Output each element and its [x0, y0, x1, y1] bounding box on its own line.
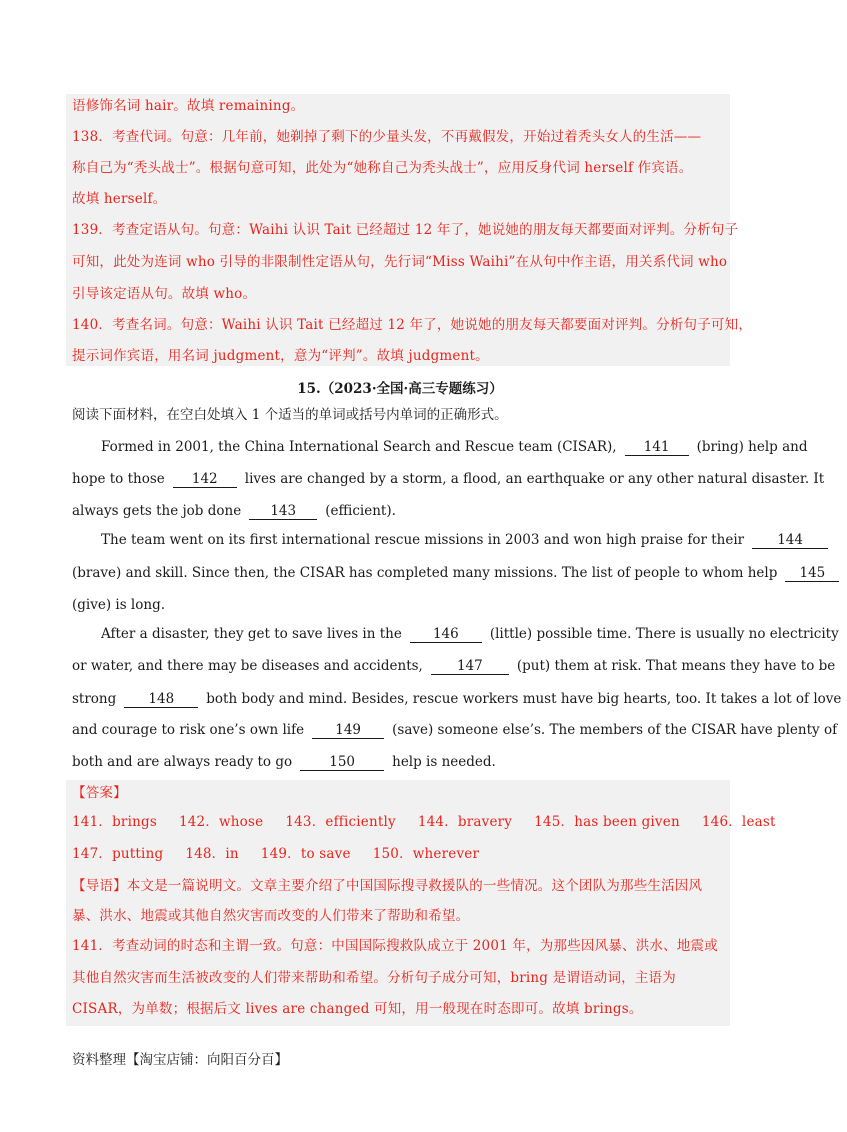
passage-text: and courage to risk one’s own life	[72, 722, 305, 738]
passage-line	[72, 720, 837, 740]
blank-149[interactable]: 149	[312, 722, 384, 739]
explanation-line: 可知，此处为连词 who 引导的非限制性定语从句，先行词“Miss Waihi”在从句中作主语，用关系代词 who	[72, 254, 728, 270]
passage-text: both and are always ready to go	[72, 754, 293, 770]
explanation-line: CISAR，为单数；根据后文 lives are changed 可知，用一般现在时态即可。故填 brings。	[72, 1001, 643, 1017]
answer-item: 150．wherever	[372, 846, 480, 862]
footer-text: 资料整理【淘宝店铺：向阳百分百】	[72, 1052, 288, 1068]
passage-text: The team went on its first international rescue missions in 2003 and won high praise for their	[101, 532, 745, 548]
answer-item: 142．whose	[178, 814, 264, 830]
passage-text: (efficient).	[325, 503, 396, 519]
explanation-line: 其他自然灾害而生活被改变的人们带来帮助和希望。分析句子成分可知，bring 是谓语动词，主语为	[72, 970, 676, 986]
blank-147[interactable]: 147	[431, 658, 509, 675]
passage-text: or water, and there may be diseases and accidents,	[72, 658, 423, 674]
answer-item: 146．least	[701, 814, 776, 830]
passage-text: (put) them at risk. That means they have to be	[516, 658, 836, 674]
passage-line: (give) is long.	[72, 597, 166, 613]
passage-text: (save) someone else’s. The members of the CISAR have plenty of	[392, 722, 838, 738]
passage-line	[101, 437, 808, 457]
blank-150[interactable]: 150	[300, 754, 384, 771]
explanation-line: 提示词作宾语，用名词 judgment，意为“评判”。故填 judgment。	[72, 348, 489, 364]
answer-item: 148．in	[185, 846, 239, 862]
passage-line	[72, 689, 841, 709]
passage-line	[72, 752, 496, 772]
explanation-line: 140．考查名词。句意：Waihi 认识 Tait 已经超过 12 年了，她说她的朋友每天都要面对评判。分析句子可知，	[72, 317, 753, 333]
guide-line: 【导语】本文是一篇说明文。文章主要介绍了中国国际搜寻救援队的一些情况。这个团队为那些生活因风	[72, 878, 703, 894]
explanation-line: 语修饰名词 hair。故填 remaining。	[72, 98, 305, 114]
passage-line	[72, 656, 835, 676]
answer-label: 【答案】	[72, 785, 127, 801]
explanation-line: 141．考查动词的时态和主谓一致。句意：中国国际搜救队成立于 2001 年，为那些因风暴、洪水、地震或	[72, 938, 718, 954]
passage-text: always gets the job done	[72, 503, 242, 519]
answer-row	[72, 812, 798, 832]
answer-item: 147．putting	[72, 846, 164, 862]
passage-text: strong	[72, 691, 117, 707]
section-heading: 15.（2023·全国·高三专题练习）	[297, 381, 503, 397]
passage-line	[101, 624, 839, 644]
explanation-box-top	[66, 94, 753, 366]
explanation-line: 故填 herself。	[72, 191, 167, 207]
passage-line	[101, 530, 836, 550]
passage-line	[72, 501, 396, 521]
explanation-line: 138．考查代词。句意：几年前，她剃掉了剩下的少量头发，不再戴假发，开始过着秃头女人的生活——	[72, 129, 702, 145]
explanation-line: 引导该定语从句。故填 who。	[72, 286, 257, 302]
passage-text: hope to those	[72, 471, 165, 487]
instruction-text: 阅读下面材料，在空白处填入 1 个适当的单词或括号内单词的正确形式。	[72, 407, 508, 423]
answer-item: 141．brings	[72, 814, 157, 830]
passage-text: both body and mind. Besides, rescue workers must have big hearts, too. It takes a lot of love	[206, 691, 842, 707]
blank-141[interactable]: 141	[625, 439, 689, 456]
passage-text: help is needed.	[392, 754, 496, 770]
explanation-line: 称自己为“秃头战士”。根据句意可知，此处为“她称自己为秃头战士”，应用反身代词 herself 作宾语。	[72, 160, 693, 176]
passage-text: (brave) and skill. Since then, the CISAR has completed many missions. The list of people to whom help	[72, 565, 778, 581]
blank-146[interactable]: 146	[410, 626, 482, 643]
passage-text: (little) possible time. There is usually no electricity	[489, 626, 839, 642]
blank-144[interactable]: 144	[752, 532, 828, 549]
passage-text: Formed in 2001, the China International Search and Rescue team (CISAR),	[101, 439, 617, 455]
blank-145[interactable]: 145	[785, 565, 839, 582]
answer-box	[66, 780, 776, 1026]
answer-item: 144．bravery	[417, 814, 513, 830]
passage-text: (bring) help and	[696, 439, 808, 455]
blank-143[interactable]: 143	[249, 503, 317, 520]
passage-line	[72, 469, 824, 489]
answer-item: 143．efficiently	[285, 814, 396, 830]
answer-row	[72, 844, 501, 864]
guide-line: 暴、洪水、地震或其他自然灾害而改变的人们带来了帮助和希望。	[72, 908, 470, 924]
blank-142[interactable]: 142	[173, 471, 237, 488]
passage-text: lives are changed by a storm, a flood, an earthquake or any other natural disaster. It	[244, 471, 825, 487]
answer-item: 145．has been given	[534, 814, 680, 830]
passage-text: After a disaster, they get to save lives in the	[101, 626, 402, 642]
explanation-line: 139．考查定语从句。句意：Waihi 认识 Tait 已经超过 12 年了，她说她的朋友每天都要面对评判。分析句子	[72, 222, 739, 238]
answer-item: 149．to save	[260, 846, 351, 862]
blank-148[interactable]: 148	[124, 691, 198, 708]
passage-line	[72, 563, 847, 583]
